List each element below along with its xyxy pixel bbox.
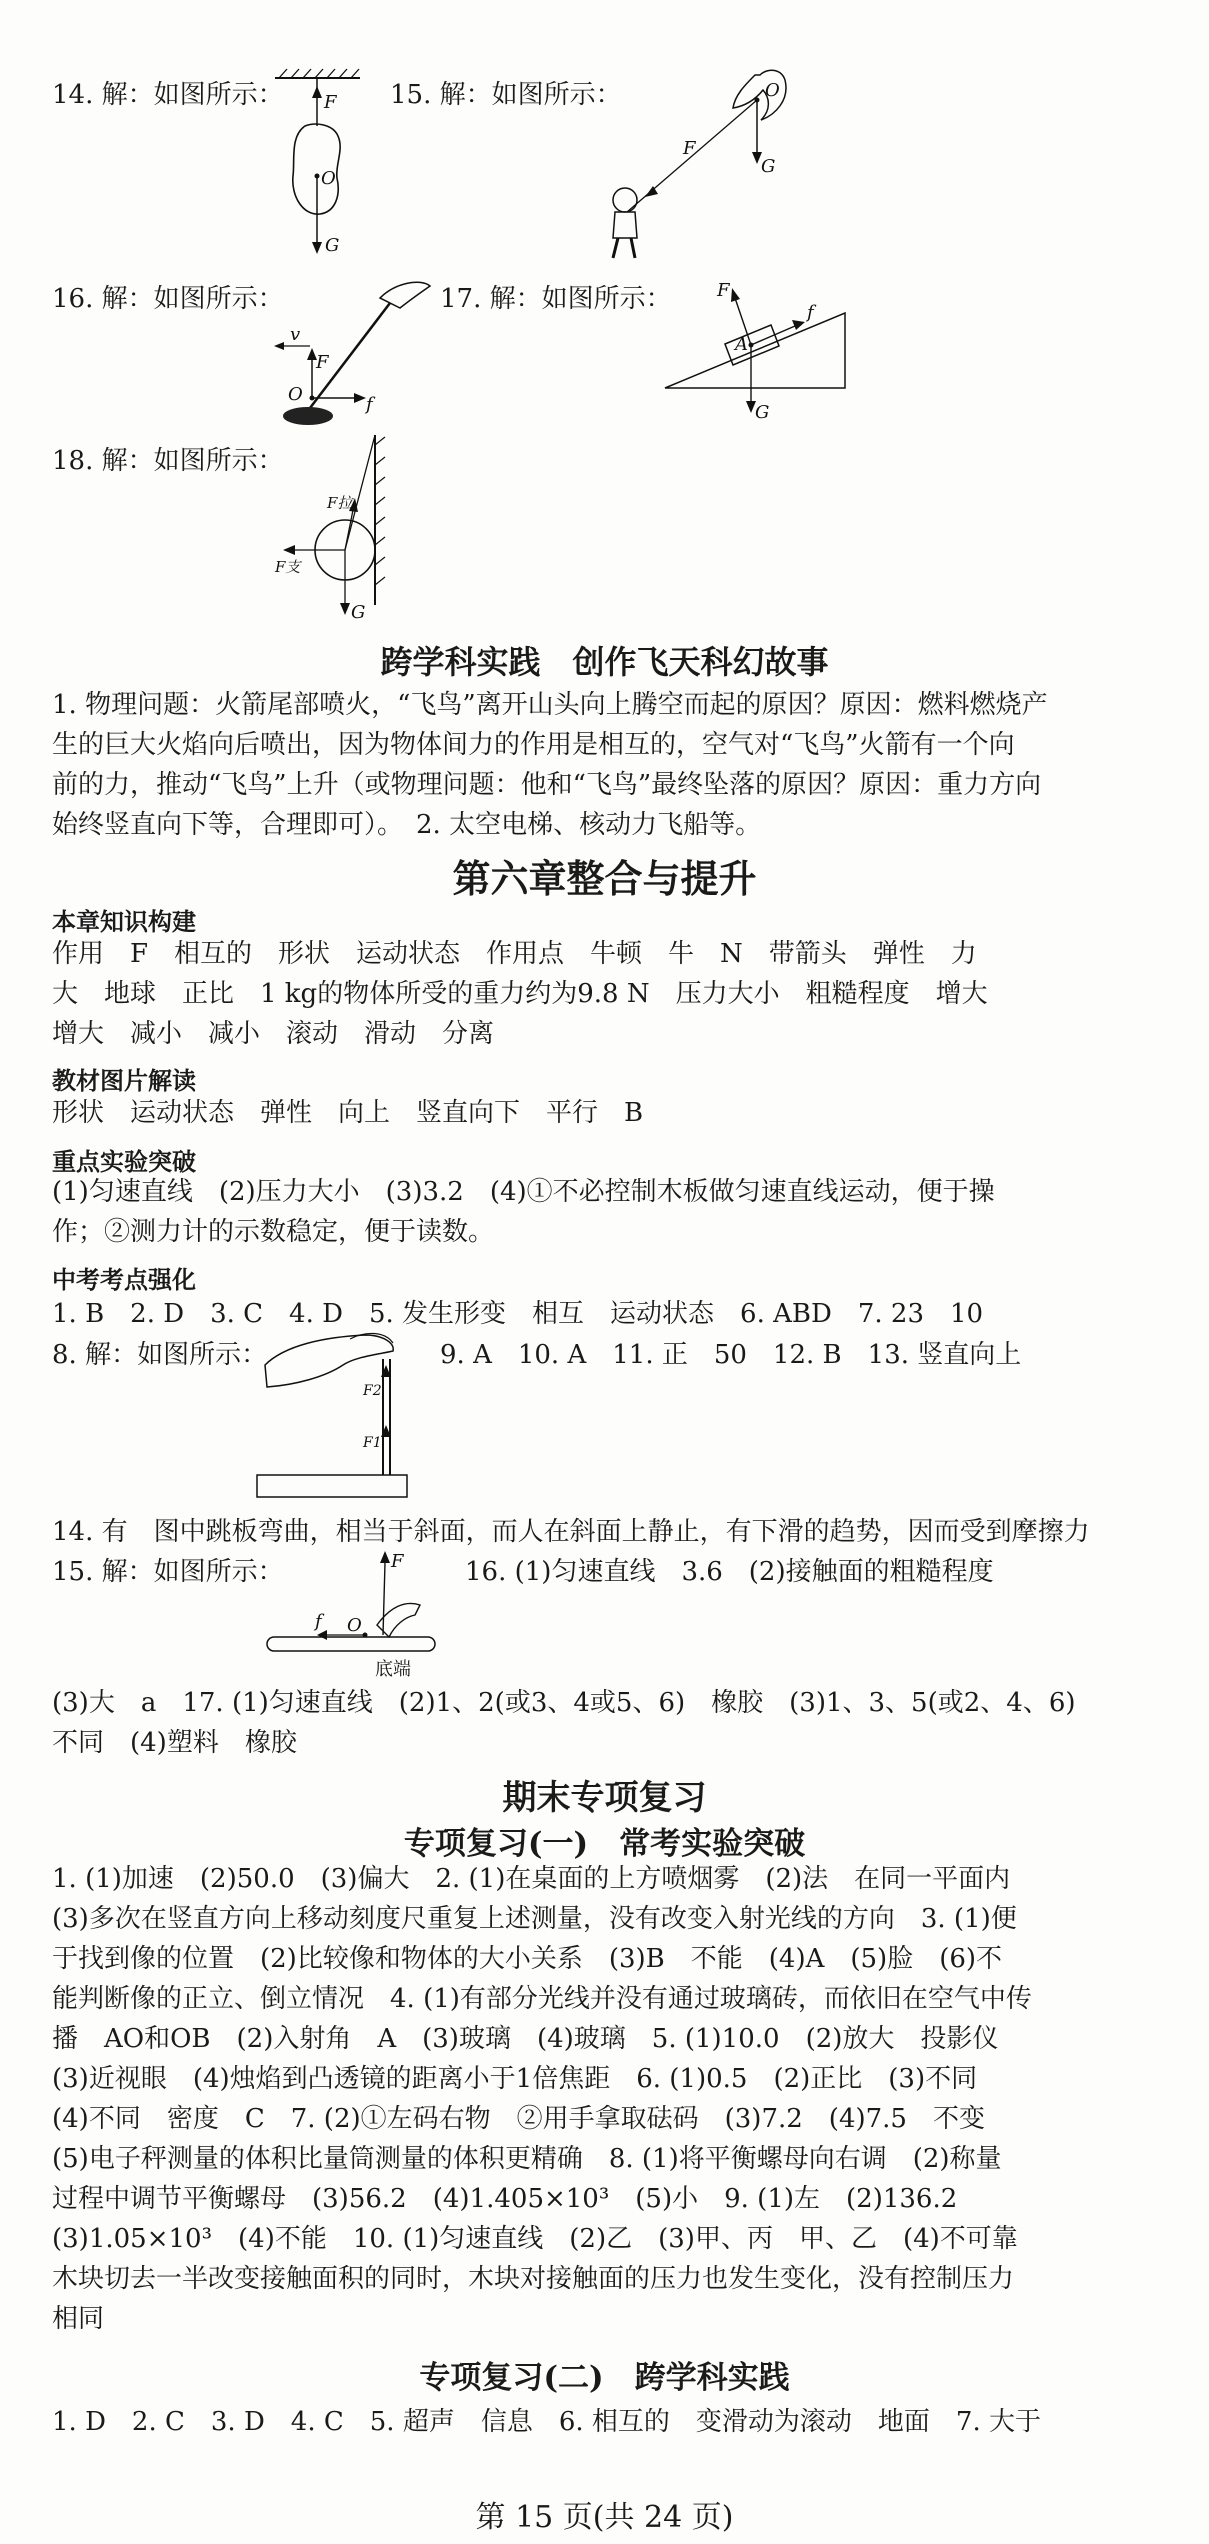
- gravity-label-G: G: [755, 402, 770, 423]
- exam-line-1: 1. B 2. D 3. C 4. D 5. 发生形变 相互 运动状态 6. ABD 7. 23 10: [52, 1299, 984, 1329]
- center-label-O: O: [321, 168, 336, 189]
- force-label-F1: F1: [363, 1435, 382, 1451]
- answer-16-label: 16. 解：如图所示：: [52, 284, 284, 314]
- review1-line-1: 1. (1)加速 (2)50.0 (3)偏大 2. (1)在桌面的上方喷烟雾 (2)法 在同一平面内: [52, 1864, 1011, 1894]
- force-label-F-la: F拉: [327, 494, 353, 512]
- review1-line-8: (5)电子秤测量的体积比量筒测量的体积更精确 8. (1)将平衡螺母向右调 (2)称量: [52, 2144, 1002, 2174]
- cross-line-4: 始终竖直向下等，合理即可）。 2. 太空电梯、核动力飞船等。: [52, 810, 762, 840]
- figure-15-board-friction: [265, 1545, 440, 1680]
- force-label-F: F: [324, 92, 337, 113]
- review1-line-4: 能判断像的正立、倒立情况 4. (1)有部分光线并没有通过玻璃砖，而依旧在空气中传: [52, 1984, 1032, 2014]
- cross-line-1: 1. 物理问题：火箭尾部喷火，“飞鸟”离开山头向上腾空而起的原因？原因：燃料燃烧产: [52, 690, 1048, 720]
- gravity-label-G: G: [351, 602, 366, 623]
- exam-answer-8-label: 8. 解：如图所示：: [52, 1340, 268, 1370]
- review1-line-5: 播 AO和OB (2)入射角 A (3)玻璃 (4)玻璃 5. (1)10.0 (2)放大 投影仪: [52, 2024, 999, 2054]
- friction-label-f: f: [807, 302, 814, 323]
- figure-17-block-on-incline: [655, 268, 855, 428]
- figure-15-kite-child: [585, 60, 815, 270]
- review1-line-7: (4)不同 密度 C 7. (2)①左码右物 ②用手拿取砝码 (3)7.2 (4)7.5 不变: [52, 2104, 985, 2134]
- force-label-F: F: [316, 352, 329, 373]
- velocity-label-v: v: [290, 324, 301, 345]
- force-label-F: F: [683, 138, 696, 159]
- exam-line-17b: 不同 (4)塑料 橡胶: [52, 1728, 297, 1758]
- exam-line-17a: (3)大 a 17. (1)匀速直线 (2)1、2(或3、4或5、6) 橡胶 (3)1、3、5(或2、4、6): [52, 1688, 1076, 1718]
- review1-line-6: (3)近视眼 (4)烛焰到凸透镜的距离小于1倍焦距 6. (1)0.5 (2)正比 (3)不同: [52, 2064, 978, 2094]
- chapter6-title: 第六章整合与提升: [452, 856, 757, 901]
- cross-line-2: 生的巨大火焰向后喷出，因为物体间力的作用是相互的，空气对“飞鸟”火箭有一个向: [52, 730, 1015, 760]
- review1-line-9: 过程中调节平衡螺母 (3)56.2 (4)1.405×10³ (5)小 9. (1)左 (2)136.2: [52, 2184, 958, 2214]
- review1-line-10: (3)1.05×10³ (4)不能 10. (1)匀速直线 (2)乙 (3)甲、丙 甲、乙 (4)不可靠: [52, 2224, 1018, 2254]
- exam-line-16: 16. (1)匀速直线 3.6 (2)接触面的粗糙程度: [465, 1557, 994, 1587]
- figure-16-hand-pen: [270, 268, 440, 438]
- answer-17-label: 17. 解：如图所示：: [440, 284, 672, 314]
- review1-line-11: 木块切去一半改变接触面积的同时，木块对接触面的压力也发生变化，没有控制压力: [52, 2264, 1015, 2294]
- review1-line-12: 相同: [52, 2304, 105, 2334]
- force-label-F: F: [717, 280, 730, 301]
- center-label-O: O: [765, 80, 780, 101]
- figure-14-hanging-object: [265, 66, 375, 266]
- review1-line-3: 于找到像的位置 (2)比较像和物体的大小关系 (3)B 不能 (4)A (5)脸 (6)不: [52, 1944, 1003, 1974]
- knowledge-line-1: 作用 F 相互的 形状 运动状态 作用点 牛顿 牛 N 带箭头 弹性 力: [52, 939, 977, 969]
- friction-label-f: f: [366, 394, 373, 415]
- block-label-A: A: [735, 334, 748, 355]
- knowledge-line-2: 大 地球 正比 1 kg的物体所受的重力约为9.8 N 压力大小 粗糙程度 增大: [52, 979, 988, 1009]
- figure-18-ball-against-wall: [265, 430, 395, 630]
- section-textbook-images: 教材图片解读: [52, 1067, 196, 1095]
- experiments-line-2: 作；②测力计的示数稳定，便于读数。: [52, 1217, 495, 1247]
- center-label-O: O: [347, 1615, 362, 1636]
- answer-14-label: 14. 解：如图所示：: [52, 80, 284, 110]
- bottom-label: 底端: [375, 1659, 411, 1680]
- force-label-F-zhi: F支: [275, 558, 301, 576]
- answer-15-label: 15. 解：如图所示：: [390, 80, 622, 110]
- exam-line-9-13: 9. A 10. A 11. 正 50 12. B 13. 竖直向上: [440, 1340, 1022, 1370]
- textbook-images-line: 形状 运动状态 弹性 向上 竖直向下 平行 B: [52, 1098, 644, 1128]
- force-label-F: F: [391, 1551, 404, 1572]
- answer-18-label: 18. 解：如图所示：: [52, 446, 284, 476]
- cross-line-3: 前的力，推动“飞鸟”上升（或物理问题：他和“飞鸟”最终坠落的原因？原因：重力方向: [52, 770, 1042, 800]
- section-key-experiments: 重点实验突破: [52, 1148, 196, 1176]
- center-label-O: O: [288, 384, 303, 405]
- cross-discipline-title: 跨学科实践 创作飞天科幻故事: [380, 643, 829, 681]
- page-footer: 第 15 页(共 24 页): [475, 2500, 734, 2535]
- knowledge-line-3: 增大 减小 减小 滚动 滑动 分离: [52, 1019, 495, 1049]
- review1-line-2: (3)多次在竖直方向上移动刻度尺重复上述测量，没有改变入射光线的方向 3. (1)便: [52, 1904, 1017, 1934]
- friction-label-f: f: [315, 1611, 322, 1632]
- section-knowledge: 本章知识构建: [52, 908, 196, 936]
- review2-line-1: 1. D 2. C 3. D 4. C 5. 超声 信息 6. 相互的 变滑动为滚动 地面 7. 大于: [52, 2407, 1041, 2437]
- force-label-F2: F2: [363, 1383, 382, 1399]
- review-1-title: 专项复习(一) 常考实验突破: [403, 1826, 806, 1862]
- review-2-title: 专项复习(二) 跨学科实践: [419, 2360, 790, 2396]
- gravity-label-G: G: [761, 156, 776, 177]
- figure-8-finger-pressing: [255, 1325, 415, 1505]
- exam-answer-15-label: 15. 解：如图所示：: [52, 1557, 284, 1587]
- section-exam-points: 中考考点强化: [52, 1266, 196, 1294]
- experiments-line-1: (1)匀速直线 (2)压力大小 (3)3.2 (4)①不必控制木板做匀速直线运动，便于操: [52, 1177, 995, 1207]
- exam-line-14: 14. 有 图中跳板弯曲，相当于斜面，而人在斜面上静止，有下滑的趋势，因而受到摩擦力: [52, 1517, 1090, 1547]
- gravity-label-G: G: [325, 235, 340, 256]
- final-review-title: 期末专项复习: [502, 1778, 707, 1818]
